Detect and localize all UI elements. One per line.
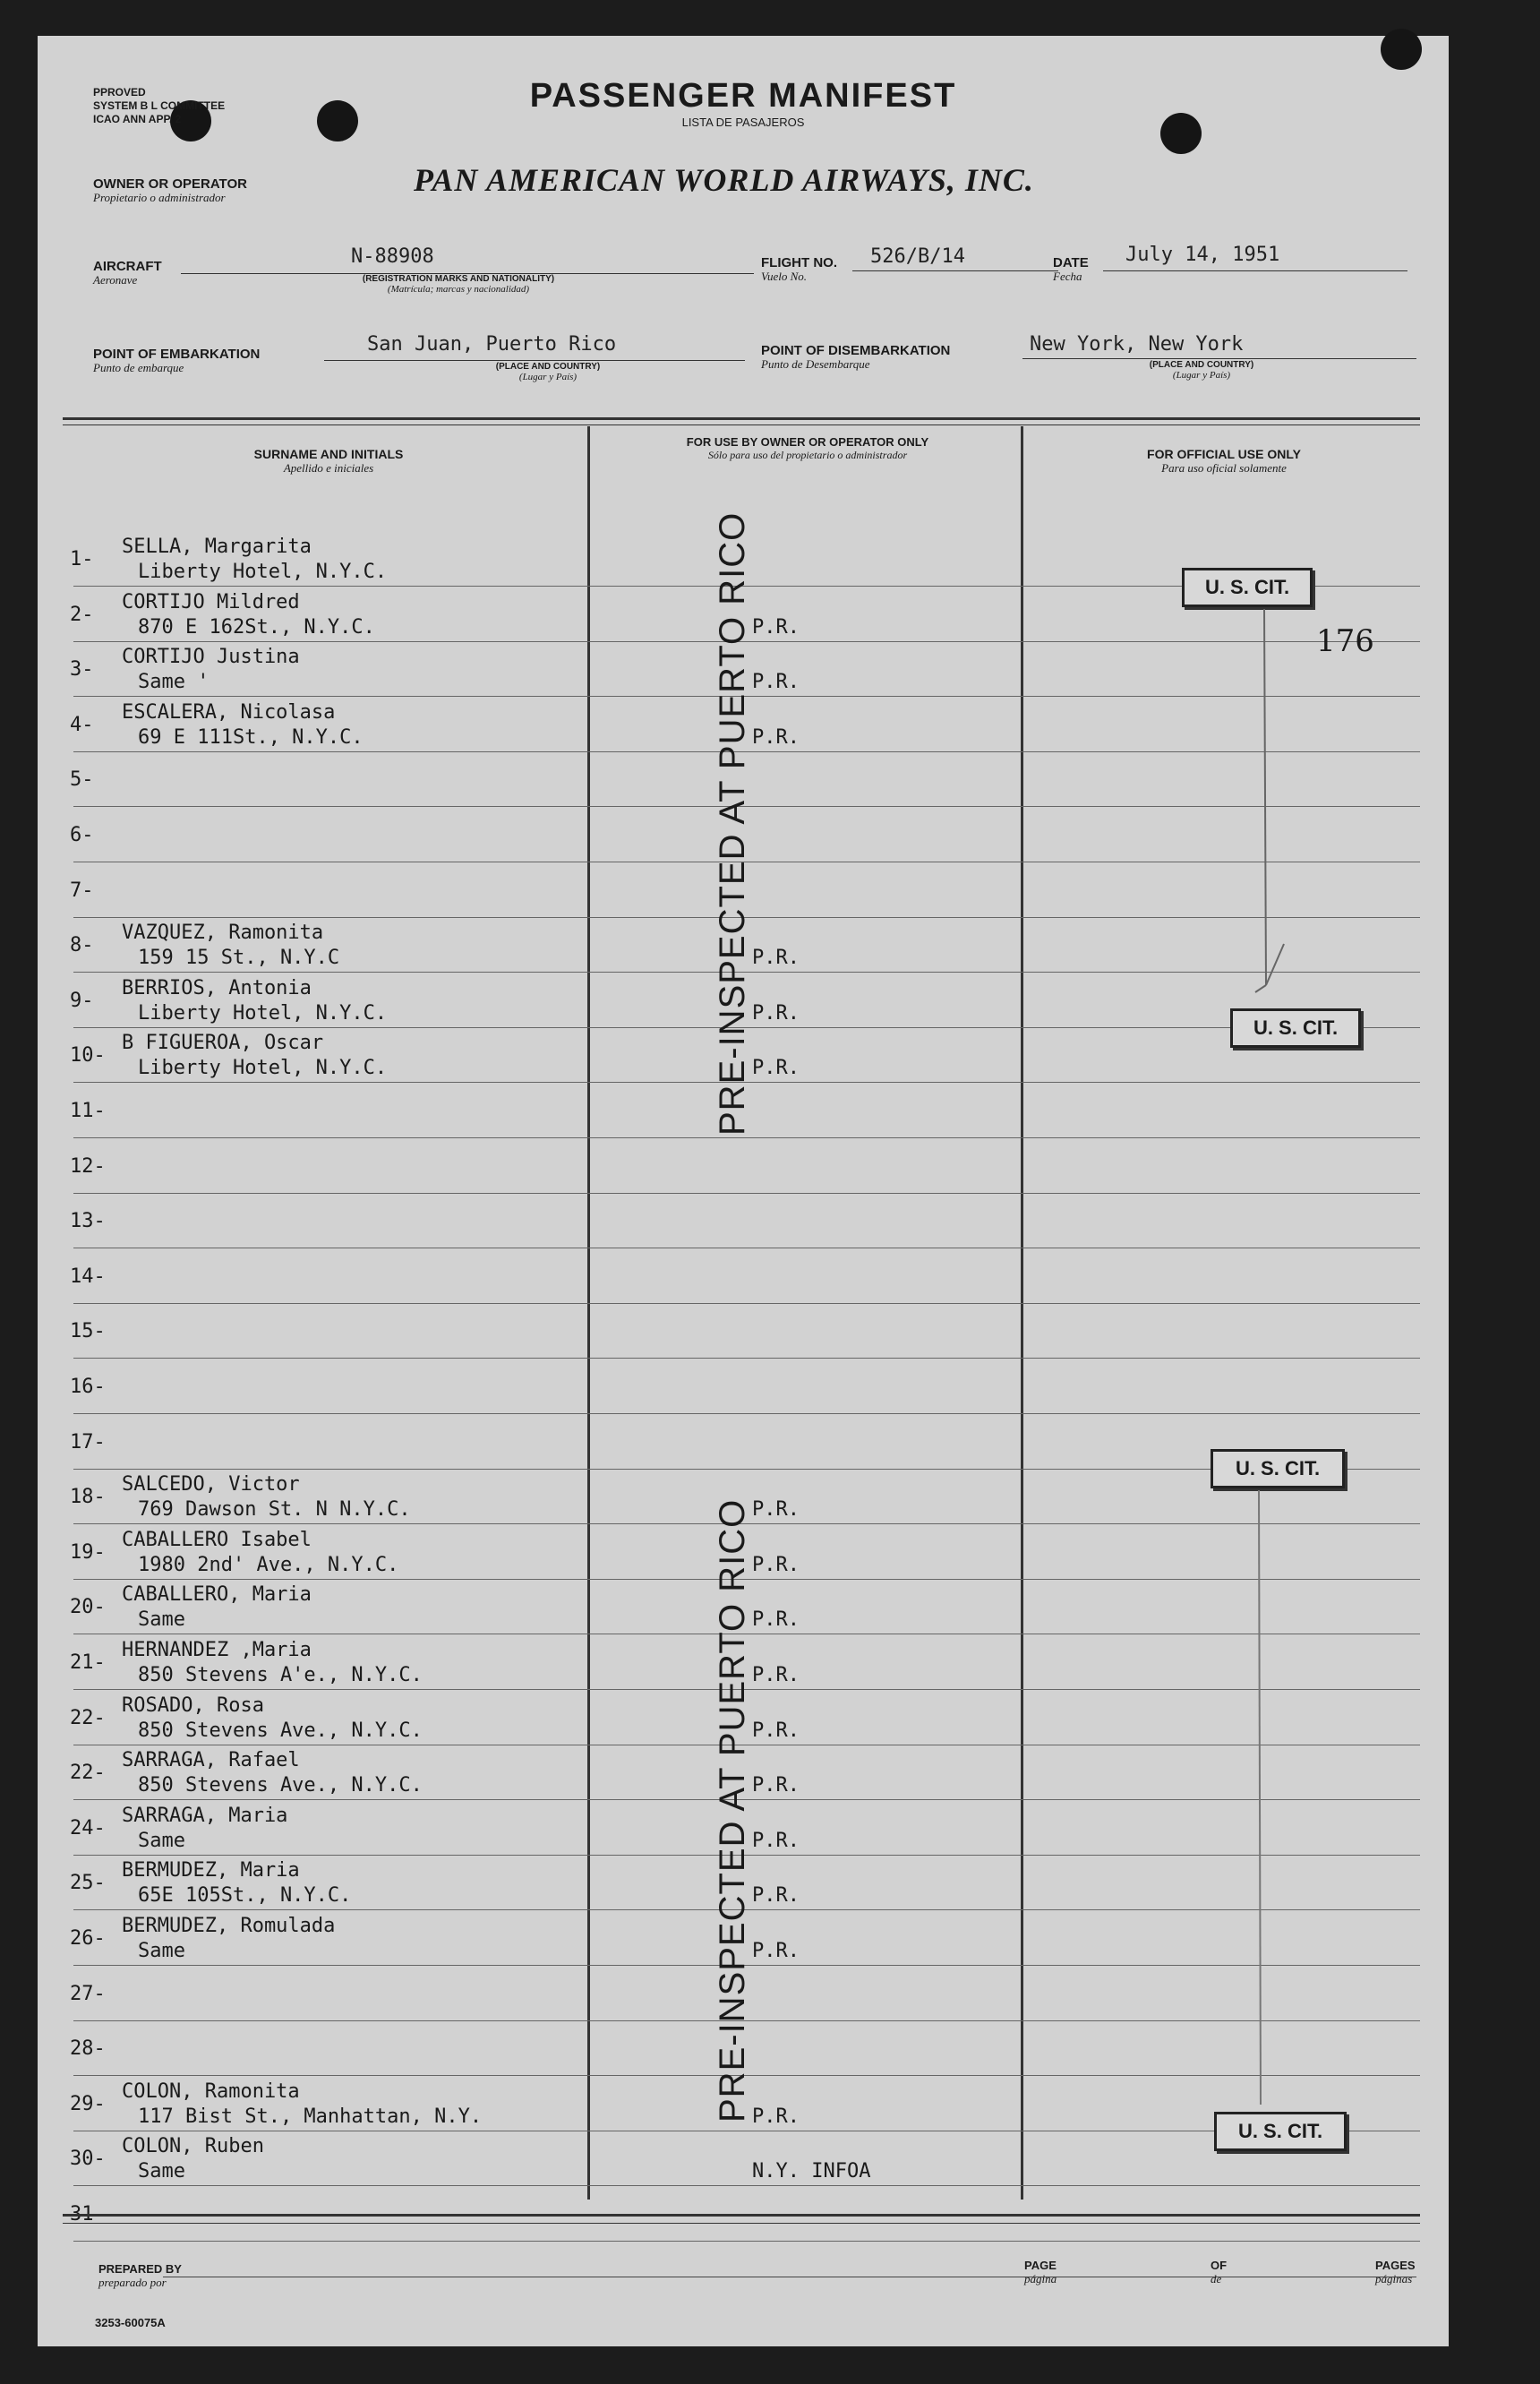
operator-note: P.R. [752,1774,800,1797]
approval-line: PPROVED [93,86,146,99]
passenger-address: Same [138,1830,185,1852]
passenger-address: Same [138,1940,185,1962]
operator-note: P.R. [752,947,800,969]
page-label: PAGE [1024,2259,1057,2272]
disembark-label: POINT OF DISEMBARKATION [761,343,951,358]
row-number: 27- [70,1983,106,2005]
row-number: 28- [70,2037,106,2060]
page-label-es: página [1024,2272,1057,2285]
place-note-en: (PLACE AND COUNTRY) [1149,360,1254,370]
page-title: PASSENGER MANIFEST [529,77,957,115]
pencil-arrow [1255,944,1284,992]
row-number: 12- [70,1155,106,1178]
manifest-sheet [38,36,1449,2346]
aircraft-label: AIRCRAFT [93,259,162,274]
page-subtitle: LISTA DE PASAJEROS [681,116,805,129]
passenger-address: 65E 105St., N.Y.C. [138,1884,352,1907]
row-number: 31- [70,2203,106,2225]
operator-note: N.Y. INFOA [752,2160,871,2182]
us-cit-stamp: U. S. CIT. [1182,568,1313,607]
passenger-name: SALCEDO, Victor [122,1473,300,1496]
row-number: 4- [70,714,94,736]
pencil-line [1259,1490,1261,2105]
pencil-line [1264,609,1266,985]
of-label: OF [1211,2259,1228,2272]
operator-note: P.R. [752,616,800,639]
row-number: 10- [70,1044,106,1067]
row-number: 21- [70,1651,106,1674]
row-number: 3- [70,658,94,681]
prepared-by-label: PREPARED BY [98,2262,182,2276]
operator-note: P.R. [752,2105,800,2128]
passenger-address: Liberty Hotel, N.Y.C. [138,1002,388,1025]
passenger-name: COLON, Ramonita [122,2080,300,2103]
row-number: 15- [70,1320,106,1342]
pre-inspected-stamp: PRE-INSPECTED AT PUERTO RICO [713,1498,752,2122]
row-number: 14- [70,1265,106,1288]
passenger-address: Same [138,1608,185,1631]
row-number: 22- [70,1707,106,1729]
date-label-es: Fecha [1053,270,1082,283]
operator-note: P.R. [752,1940,800,1962]
handwritten-number: 176 [1316,623,1374,659]
pages-label-block [1375,2259,1416,2286]
pencil-marks [38,36,1449,2346]
flight-value: 526/B/14 [870,245,965,268]
passenger-name: ESCALERA, Nicolasa [122,701,336,724]
operator-note: P.R. [752,1057,800,1079]
owner-label-es: Propietario o administrador [93,191,226,204]
row-number: 30- [70,2148,106,2170]
passenger-address: 850 Stevens Ave., N.Y.C. [138,1719,423,1742]
row-number: 11- [70,1100,106,1122]
owner-label: OWNER OR OPERATOR [93,176,247,192]
col2-header-es: Sólo para uso del propietario o administrador [707,449,908,461]
prepared-by-label-es: preparado por [98,2276,167,2289]
approval-line: ICAO ANN APP. 2 [93,113,182,125]
passenger-name: VAZQUEZ, Ramonita [122,922,324,944]
owner-value: PAN AMERICAN WORLD AIRWAYS, INC. [414,162,1034,198]
disembark-value: New York, New York [1030,333,1244,356]
date-value: July 14, 1951 [1125,244,1280,266]
operator-note: P.R. [752,1884,800,1907]
us-cit-stamp: U. S. CIT. [1214,2112,1347,2151]
form-number: 3253-60075A [95,2316,166,2329]
registration-note-en: (REGISTRATION MARKS AND NATIONALITY) [362,274,555,284]
passenger-name: SARRAGA, Rafael [122,1749,300,1771]
passenger-address: Liberty Hotel, N.Y.C. [138,561,388,583]
passenger-name: CORTIJO Justina [122,646,300,668]
passenger-name: COLON, Ruben [122,2135,264,2157]
passenger-name: ROSADO, Rosa [122,1694,264,1717]
col3-header-es: Para uso oficial solamente [1161,461,1287,475]
row-number: 29- [70,2093,106,2115]
passenger-name: SELLA, Margarita [122,536,312,558]
passenger-address: 69 E 111St., N.Y.C. [138,726,364,749]
embark-label-es: Punto de embarque [93,361,184,374]
operator-note: P.R. [752,1719,800,1742]
operator-note: P.R. [752,1498,800,1521]
of-label-block [1211,2259,1227,2286]
pages-label: PAGES [1375,2259,1416,2272]
operator-note: P.R. [752,1664,800,1686]
col1-header: SURNAME AND INITIALS [253,447,404,461]
passenger-name: B FIGUEROA, Oscar [122,1032,324,1054]
aircraft-value: N-88908 [351,245,434,268]
place-note-es: (Lugar y País) [518,372,578,382]
row-number: 16- [70,1376,106,1398]
row-number: 18- [70,1486,106,1508]
passenger-address: 850 Stevens Ave., N.Y.C. [138,1774,423,1797]
passenger-name: SARRAGA, Maria [122,1805,288,1827]
of-label-es: de [1211,2272,1222,2285]
passenger-name: CORTIJO Mildred [122,591,300,613]
passenger-name: BERMUDEZ, Maria [122,1859,300,1882]
passenger-address: 870 E 162St., N.Y.C. [138,616,375,639]
col2-header: FOR USE BY OWNER OR OPERATOR ONLY [686,435,929,449]
us-cit-stamp: U. S. CIT. [1230,1008,1361,1048]
passenger-name: CABALLERO Isabel [122,1529,312,1551]
passenger-address: Same [138,2160,185,2182]
disembark-label-es: Punto de Desembarque [761,357,870,371]
row-number: 1- [70,548,94,570]
row-number: 25- [70,1872,106,1894]
flight-label: FLIGHT NO. [761,255,837,270]
operator-note: P.R. [752,726,800,749]
pages-label-es: páginas [1375,2272,1413,2285]
place-note-en: (PLACE AND COUNTRY) [495,362,601,372]
passenger-address: 159 15 St., N.Y.C [138,947,340,969]
place-note-es: (Lugar y País) [1172,370,1231,381]
approval-line: SYSTEM B L COMMITTEE [93,99,226,112]
row-number: 5- [70,768,94,791]
embark-label: POINT OF EMBARKATION [93,347,261,362]
passenger-name: BERRIOS, Antonia [122,977,312,999]
operator-note: P.R. [752,1554,800,1576]
row-number: 6- [70,824,94,846]
prepared-by-block [98,2262,182,2290]
row-number: 9- [70,990,94,1012]
row-number: 22- [70,1762,106,1784]
pre-inspected-stamp: PRE-INSPECTED AT PUERTO RICO [713,511,752,1136]
row-number: 7- [70,879,94,902]
registration-note-es: (Matrícula; marcas y nacionalidad) [387,284,530,295]
passenger-name: BERMUDEZ, Romulada [122,1915,336,1937]
col1-header-es: Apellido e iniciales [283,461,374,475]
flight-label-es: Vuelo No. [761,270,808,283]
row-number: 13- [70,1210,106,1232]
passenger-name: HERNANDEZ ,Maria [122,1639,312,1661]
embark-value: San Juan, Puerto Rico [367,333,617,356]
row-number: 26- [70,1927,106,1950]
us-cit-stamp: U. S. CIT. [1211,1449,1345,1488]
passenger-address: Liberty Hotel, N.Y.C. [138,1057,388,1079]
passenger-address: 117 Bist St., Manhattan, N.Y. [138,2105,483,2128]
passenger-name: CABALLERO, Maria [122,1583,312,1606]
row-number: 8- [70,934,94,956]
passenger-address: 850 Stevens A'e., N.Y.C. [138,1664,423,1686]
row-number: 19- [70,1541,106,1564]
page-label-block [1024,2259,1057,2286]
col3-header: FOR OFFICIAL USE ONLY [1147,447,1301,461]
aircraft-label-es: Aeronave [93,273,138,287]
row-number: 2- [70,604,94,626]
operator-note: P.R. [752,671,800,693]
passenger-address: 769 Dawson St. N N.Y.C. [138,1498,411,1521]
operator-note: P.R. [752,1608,800,1631]
operator-note: P.R. [752,1830,800,1852]
operator-note: P.R. [752,1002,800,1025]
row-number: 20- [70,1596,106,1618]
date-label: DATE [1053,255,1089,270]
passenger-address: Same ' [138,671,210,693]
row-number: 17- [70,1431,106,1454]
row-number: 24- [70,1817,106,1839]
passenger-address: 1980 2nd' Ave., N.Y.C. [138,1554,399,1576]
